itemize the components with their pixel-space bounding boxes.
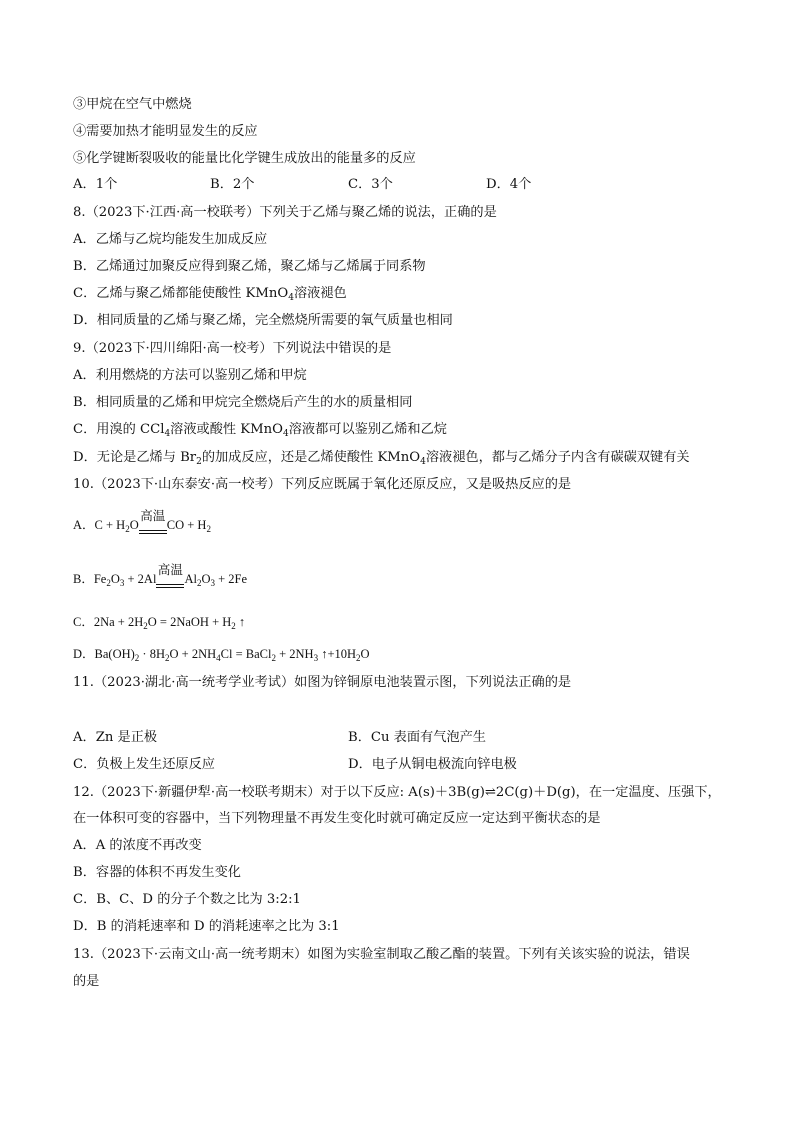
q9-option-d	[73, 449, 690, 467]
q10-d-eq7: O	[360, 647, 370, 661]
q10-a-left-sub: 2	[125, 524, 130, 534]
q8-option-a: A．乙烯与乙烷均能发生加成反应	[73, 232, 268, 247]
q10-c-eq3: ↑	[235, 615, 246, 629]
q10-option-b	[73, 562, 248, 588]
q9-c-sub1: 4	[164, 429, 171, 439]
q13-stem-line1: 13.（2023下·云南文山·高一统考期末）如图为实验室制取乙酸乙酯的装置。下列有关该实验的说法，错误	[73, 947, 690, 962]
q10-a-left: C + H	[94, 518, 126, 532]
q10-option-a	[73, 508, 211, 534]
q10-b-l1: Fe	[93, 572, 107, 586]
q9-option-c	[73, 421, 447, 439]
q8-option-d: D．相同质量的乙烯与聚乙烯，完全燃烧所需要的氧气质量也相同	[73, 313, 453, 328]
q10-d-label: D．	[73, 647, 95, 661]
q9-d-pre: D．无论是乙烯与 Br	[73, 450, 197, 465]
q10-b-cond: 高温	[157, 562, 183, 577]
q10-d-eq6: ↑+10H	[318, 647, 357, 661]
q10-a-cond: 高温	[140, 508, 166, 523]
q7-option-b: B．2个	[210, 177, 255, 192]
q11-option-a: A．Zn 是正极	[73, 730, 158, 745]
q10-d-eq5: + 2NH	[275, 647, 314, 661]
q10-d-s1: 2	[134, 653, 140, 663]
q10-b-l3: + 2Al	[124, 572, 157, 586]
item-5: ⑤化学键断裂吸收的能量比化学键生成放出的能量多的反应	[73, 151, 416, 166]
q7-option-c: C．3个	[348, 177, 393, 192]
q10-c-s1: 2	[143, 621, 148, 631]
q9-d-post: 溶液褪色，都与乙烯分子内含有碳碳双键有关	[425, 450, 690, 465]
q9-c-post: 溶液都可以鉴别乙烯和乙烷	[288, 422, 447, 437]
q9-d-sub2: 4	[420, 457, 426, 467]
q8-c-sub: 4	[288, 293, 294, 303]
q8-option-c	[73, 285, 347, 303]
q10-d-s6: 2	[356, 653, 361, 663]
q10-c-s2: 2	[231, 621, 236, 631]
q10-d-s4: 2	[271, 653, 276, 663]
q10-a-label: A．	[73, 518, 95, 532]
q10-d-s5: 3	[313, 653, 319, 663]
q9-option-a: A．利用燃烧的方法可以鉴别乙烯和甲烷	[73, 368, 307, 383]
q9-c-sub2: 4	[282, 429, 289, 439]
q12-option-c: C．B、C、D 的分子个数之比为 3:2:1	[73, 892, 301, 907]
q12-stem-line1: 12.（2023下·新疆伊犁·高一校联考期末）对于以下反应: A(s)＋3B(g)⇌2C(g)＋D(g)，在一定温度、压强下，	[73, 785, 721, 800]
q10-c-eq1: 2Na + 2H	[93, 615, 144, 629]
q10-option-c	[73, 613, 245, 631]
q10-b-r1: Al	[184, 572, 197, 586]
q10-b-s3: 2	[196, 578, 202, 588]
q10-a-left-end: O	[129, 518, 139, 532]
q10-a-arrow	[139, 508, 167, 534]
q10-stem: 10.（2023下·山东泰安·高一校考）下列反应既属于氧化还原反应，又是吸热反应的是	[73, 477, 572, 492]
q12-option-b: B．容器的体积不再发生变化	[73, 865, 241, 880]
q9-option-b: B．相同质量的乙烯和甲烷完全燃烧后产生的水的质量相同	[73, 395, 413, 410]
q9-d-mid: 的加成反应，还是乙烯使酸性 KMnO	[201, 450, 421, 465]
q9-c-pre: C．用溴的 CCl	[73, 422, 165, 437]
q12-stem-line2: 在一体积可变的容器中，当下列物理量不再发生变化时就可确定反应一定达到平衡状态的是	[73, 811, 601, 826]
q10-c-label: C．	[73, 615, 94, 629]
q11-stem: 11.（2023·湖北·高一统考学业考试）如图为锌铜原电池装置示图，下列说法正确的是	[73, 675, 572, 690]
q10-d-s3: 4	[216, 653, 221, 663]
q7-option-a: A．1个	[73, 177, 118, 192]
q10-a-right-sub: 2	[206, 524, 211, 534]
q7-option-d: D．4个	[486, 177, 532, 192]
q10-a-right: CO + H	[166, 518, 207, 532]
q8-c-post: 溶液褪色	[293, 286, 347, 301]
q10-b-s4: 3	[210, 578, 215, 588]
q10-b-s2: 3	[119, 578, 125, 588]
q10-option-d	[73, 645, 370, 663]
q8-stem: 8.（2023下·江西·高一校联考）下列关于乙烯与聚乙烯的说法，正确的是	[73, 205, 497, 220]
q10-b-r3: + 2Fe	[214, 572, 248, 586]
item-4: ④需要加热才能明显发生的反应	[73, 124, 258, 139]
q9-c-mid: 溶液或酸性 KMnO	[170, 422, 283, 437]
q10-b-arrow	[156, 562, 184, 588]
q10-d-eq2: · 8H	[139, 647, 165, 661]
q9-d-sub1: 2	[196, 457, 202, 467]
q10-b-s1: 2	[106, 578, 111, 588]
q11-option-b: B．Cu 表面有气泡产生	[348, 730, 486, 745]
q10-b-label: B．	[73, 572, 94, 586]
q12-option-a: A．A 的浓度不再改变	[73, 838, 202, 853]
q10-b-r2: O	[201, 572, 211, 586]
item-3: ③甲烷在空气中燃烧	[73, 97, 192, 112]
q10-d-s2: 2	[165, 653, 170, 663]
q11-option-d: D．电子从铜电极流向锌电极	[348, 757, 517, 772]
q10-c-eq2: O = 2NaOH + H	[147, 615, 232, 629]
q11-option-c: C．负极上发生还原反应	[73, 757, 215, 772]
q10-b-l2: O	[110, 572, 120, 586]
q10-d-eq1: Ba(OH)	[94, 647, 135, 661]
q9-stem: 9.（2023下·四川绵阳·高一校考）下列说法中错误的是	[73, 341, 392, 356]
q13-stem-line2: 的是	[73, 974, 100, 989]
q12-option-d: D．B 的消耗速率和 D 的消耗速率之比为 3:1	[73, 919, 340, 934]
q8-c-pre: C．乙烯与聚乙烯都能使酸性 KMnO	[73, 286, 289, 301]
q10-d-eq4: Cl = BaCl	[220, 647, 272, 661]
q8-option-b: B．乙烯通过加聚反应得到聚乙烯，聚乙烯与乙烯属于同系物	[73, 259, 426, 274]
q10-d-eq3: O + 2NH	[169, 647, 217, 661]
